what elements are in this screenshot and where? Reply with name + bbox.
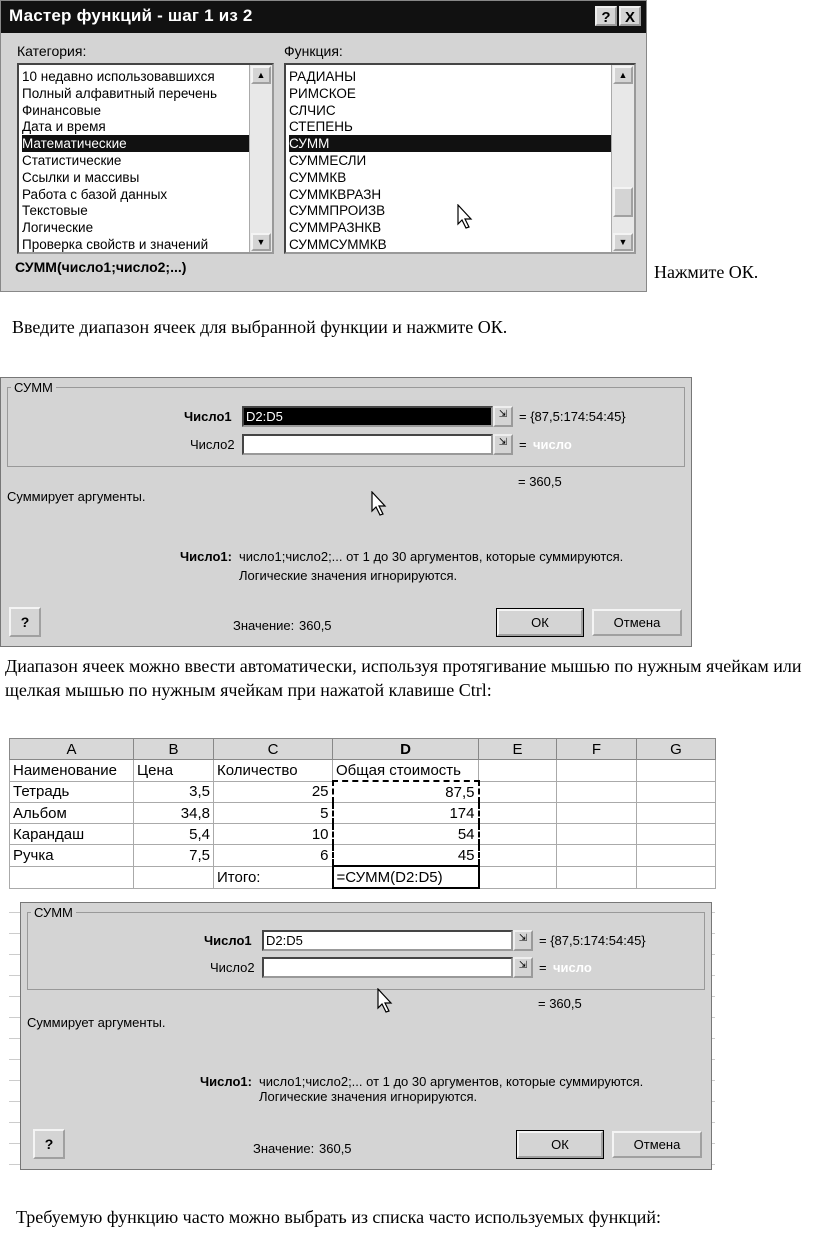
column-header[interactable]: G bbox=[637, 739, 716, 760]
cell[interactable]: 174 bbox=[333, 803, 479, 824]
table-row bbox=[10, 781, 716, 803]
formula-cell[interactable]: =СУММ(D2:D5) bbox=[333, 866, 479, 888]
cell[interactable] bbox=[637, 845, 716, 867]
function-item[interactable]: РИМСКОЕ bbox=[289, 85, 356, 101]
cell[interactable] bbox=[637, 866, 716, 888]
table-row bbox=[10, 824, 716, 845]
cell[interactable]: 5 bbox=[214, 803, 333, 824]
formula-total: = 360,5 bbox=[538, 996, 582, 1011]
function-item[interactable]: СУММ bbox=[289, 135, 611, 152]
column-header[interactable]: F bbox=[557, 739, 637, 760]
group-title: СУММ bbox=[31, 905, 76, 920]
category-list[interactable] bbox=[17, 63, 274, 254]
function-label: Функция: bbox=[284, 43, 343, 59]
function-scrollbar[interactable] bbox=[611, 65, 634, 252]
category-item[interactable]: Ссылки и массивы bbox=[22, 169, 140, 185]
arg2-label: Число2 bbox=[190, 437, 235, 452]
cell[interactable] bbox=[479, 866, 557, 888]
table-row bbox=[10, 760, 716, 782]
help-icon[interactable]: ? bbox=[9, 607, 41, 637]
ok-button[interactable]: ОК bbox=[497, 609, 583, 636]
ok-button[interactable]: ОК bbox=[517, 1131, 603, 1158]
column-header[interactable]: E bbox=[479, 739, 557, 760]
cell[interactable]: 7,5 bbox=[134, 845, 214, 867]
function-item[interactable]: СУММСУММКВ bbox=[289, 237, 387, 252]
table-row bbox=[10, 866, 716, 888]
function-item[interactable]: СТЕПЕНЬ bbox=[289, 119, 353, 135]
cell[interactable] bbox=[637, 781, 716, 803]
cell[interactable] bbox=[10, 866, 134, 888]
instruction-frequent-functions: Требуемую функцию часто можно выбрать из списка часто используемых функций: bbox=[16, 1207, 661, 1227]
cell[interactable] bbox=[557, 760, 637, 782]
help-icon[interactable]: ? bbox=[33, 1129, 65, 1159]
category-item[interactable]: Математические bbox=[22, 135, 250, 152]
arg1-input[interactable]: D2:D5 bbox=[242, 406, 493, 427]
scroll-down-icon[interactable]: ▼ bbox=[251, 233, 271, 251]
help-arg-text-2: Логические значения игнорируются. bbox=[239, 568, 458, 583]
scroll-thumb[interactable] bbox=[613, 187, 633, 217]
scroll-down-icon[interactable]: ▼ bbox=[613, 233, 633, 251]
cancel-button[interactable]: Отмена bbox=[592, 609, 682, 636]
cell[interactable]: 54 bbox=[333, 824, 479, 845]
cell[interactable]: Ручка bbox=[10, 845, 134, 867]
cell[interactable] bbox=[557, 824, 637, 845]
sum-arguments-dialog-2 bbox=[20, 902, 712, 1170]
cell[interactable] bbox=[479, 803, 557, 824]
mouse-pointer-icon bbox=[457, 204, 475, 230]
collapse-dialog-icon[interactable]: ⇲ bbox=[513, 930, 533, 951]
help-arg-text: число1;число2;... от 1 до 30 аргументов, которые суммируются. bbox=[259, 1074, 644, 1089]
instruction-auto-range: Диапазон ячеек можно ввести автоматически, используя протягивание мышью по нужным ячейкам или щелкая мышью по нужным ячейкам при нажатой клавише Ctrl: bbox=[5, 656, 802, 700]
category-item[interactable]: Финансовые bbox=[22, 102, 102, 118]
cell[interactable] bbox=[557, 866, 637, 888]
function-syntax: СУММ(число1;число2;...) bbox=[15, 259, 187, 275]
cell[interactable]: 25 bbox=[214, 781, 333, 803]
category-item[interactable]: Логические bbox=[22, 220, 94, 236]
cell[interactable] bbox=[479, 824, 557, 845]
function-description: Суммирует аргументы. bbox=[27, 1015, 166, 1030]
value-label: Значение: bbox=[233, 618, 295, 633]
arg2-result: число bbox=[533, 437, 572, 452]
category-label: Категория: bbox=[17, 43, 87, 59]
close-button[interactable]: X bbox=[619, 6, 641, 26]
cell[interactable] bbox=[479, 845, 557, 867]
category-item[interactable]: 10 недавно использовавшихся bbox=[22, 69, 215, 84]
wizard-title-bar bbox=[1, 1, 646, 33]
help-arg-text: число1;число2;... от 1 до 30 аргументов, которые суммируются. bbox=[239, 549, 624, 564]
cell[interactable]: 10 bbox=[214, 824, 333, 845]
table-row bbox=[10, 803, 716, 824]
cell[interactable]: 6 bbox=[214, 845, 333, 867]
arg2-result: число bbox=[553, 960, 592, 975]
category-item[interactable]: Полный алфавитный перечень bbox=[22, 85, 218, 101]
arg1-label: Число1 bbox=[204, 933, 252, 948]
column-header[interactable]: D bbox=[333, 739, 479, 760]
category-item[interactable]: Текстовые bbox=[22, 203, 88, 219]
instruction-ok: Нажмите ОК. bbox=[654, 262, 759, 282]
help-arg-label: Число1: bbox=[200, 1074, 252, 1089]
function-description: Суммирует аргументы. bbox=[7, 489, 146, 504]
arg2-input[interactable] bbox=[262, 957, 513, 978]
help-arg-label: Число1: bbox=[180, 549, 232, 564]
collapse-dialog-icon[interactable]: ⇲ bbox=[493, 406, 513, 427]
mouse-pointer-icon bbox=[371, 491, 389, 517]
category-item[interactable]: Работа с базой данных bbox=[22, 186, 168, 202]
cell[interactable]: Наименование bbox=[10, 760, 134, 782]
value-text: 360,5 bbox=[319, 1141, 352, 1156]
cell[interactable]: Тетрадь bbox=[10, 781, 134, 803]
cell[interactable] bbox=[637, 760, 716, 782]
group-title: СУММ bbox=[11, 380, 56, 395]
mouse-pointer-icon bbox=[377, 988, 395, 1014]
column-header[interactable]: A bbox=[10, 739, 134, 760]
cell[interactable]: 87,5 bbox=[333, 781, 479, 803]
cell[interactable]: Общая стоимость bbox=[333, 760, 479, 782]
cell[interactable] bbox=[637, 803, 716, 824]
spreadsheet bbox=[9, 738, 716, 889]
category-scrollbar[interactable] bbox=[249, 65, 272, 252]
function-item[interactable]: СУММРАЗНКВ bbox=[289, 220, 382, 236]
column-header-row bbox=[10, 739, 716, 760]
function-item[interactable]: СУММКВРАЗН bbox=[289, 186, 382, 202]
scroll-up-icon[interactable]: ▲ bbox=[251, 66, 271, 84]
value-text: 360,5 bbox=[299, 618, 332, 633]
scroll-up-icon[interactable]: ▲ bbox=[613, 66, 633, 84]
function-wizard-dialog bbox=[0, 0, 647, 292]
cell[interactable]: 3,5 bbox=[134, 781, 214, 803]
cell[interactable] bbox=[557, 845, 637, 867]
cell[interactable] bbox=[479, 781, 557, 803]
help-button[interactable]: ? bbox=[595, 6, 617, 26]
arguments-group bbox=[27, 912, 705, 990]
collapse-dialog-icon[interactable]: ⇲ bbox=[493, 434, 513, 455]
arg2-eq: = bbox=[519, 437, 527, 452]
arg2-eq: = bbox=[539, 960, 547, 975]
cell[interactable]: Итого: bbox=[214, 866, 333, 888]
function-item[interactable]: СЛЧИС bbox=[289, 102, 336, 118]
help-arg-text-2: Логические значения игнорируются. bbox=[259, 1089, 478, 1104]
collapse-dialog-icon[interactable]: ⇲ bbox=[513, 957, 533, 978]
table-row bbox=[10, 845, 716, 867]
cell[interactable]: Количество bbox=[214, 760, 333, 782]
cell[interactable] bbox=[557, 803, 637, 824]
cancel-button[interactable]: Отмена bbox=[612, 1131, 702, 1158]
cell[interactable]: 45 bbox=[333, 845, 479, 867]
arg2-input[interactable] bbox=[242, 434, 493, 455]
arg1-label: Число1 bbox=[184, 409, 232, 424]
formula-total: = 360,5 bbox=[518, 474, 562, 489]
cell[interactable]: 34,8 bbox=[134, 803, 214, 824]
cell[interactable] bbox=[557, 781, 637, 803]
column-header[interactable]: C bbox=[214, 739, 333, 760]
wizard-title: Мастер функций - шаг 1 из 2 bbox=[9, 6, 253, 25]
cell[interactable]: Альбом bbox=[10, 803, 134, 824]
arg1-input[interactable]: D2:D5 bbox=[262, 930, 513, 951]
function-item[interactable]: СУММЕСЛИ bbox=[289, 153, 367, 168]
arguments-group bbox=[7, 387, 685, 467]
category-item[interactable]: Дата и время bbox=[22, 119, 106, 135]
value-label: Значение: bbox=[253, 1141, 315, 1156]
category-item[interactable]: Проверка свойств и значений bbox=[22, 237, 209, 252]
arg1-result: = {87,5:174:54:45} bbox=[539, 933, 646, 948]
cell[interactable]: Карандаш bbox=[10, 824, 134, 845]
sum-arguments-dialog bbox=[0, 377, 692, 647]
arg1-result: = {87,5:174:54:45} bbox=[519, 409, 626, 424]
cell[interactable]: 5,4 bbox=[134, 824, 214, 845]
category-item[interactable]: Статистические bbox=[22, 153, 122, 168]
function-item[interactable]: РАДИАНЫ bbox=[289, 69, 357, 84]
column-header[interactable]: B bbox=[134, 739, 214, 760]
function-item[interactable]: СУММКВ bbox=[289, 169, 347, 185]
cell[interactable] bbox=[479, 760, 557, 782]
arg2-label: Число2 bbox=[210, 960, 255, 975]
instruction-enter-range: Введите диапазон ячеек для выбранной функции и нажмите ОК. bbox=[12, 317, 508, 337]
function-item[interactable]: СУММПРОИЗВ bbox=[289, 203, 386, 219]
cell[interactable] bbox=[637, 824, 716, 845]
cell[interactable]: Цена bbox=[134, 760, 214, 782]
cell[interactable] bbox=[134, 866, 214, 888]
